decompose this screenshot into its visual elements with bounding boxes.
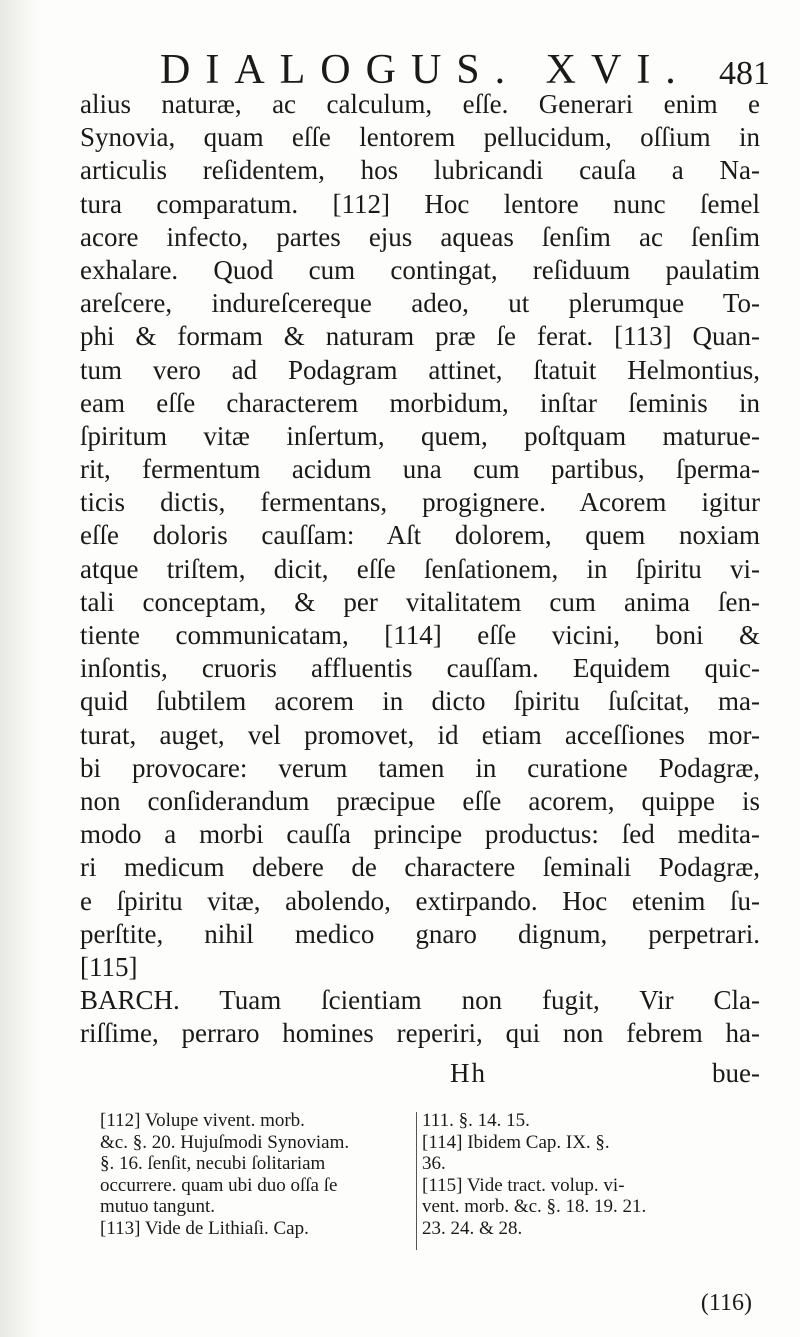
footnote-line: [112] Volupe vivent. morb. — [100, 1110, 305, 1131]
footnote-line: &c. §. 20. Hujuſmodi Synoviam. — [100, 1131, 350, 1153]
text-line: tiente communicatam, [114] eſſe vicini, boni & — [80, 620, 760, 650]
text-line: bi provocare: verum tamen in curatione Podagræ, — [80, 752, 760, 783]
text-line: Synovia, quam eſſe lentorem pellucidum, oſſium in — [80, 122, 760, 153]
footnote-line: mutuo tangunt. — [100, 1196, 216, 1217]
text-line: e ſpiritu vitæ, abolendo, extirpando. Hoc etenim ſu- — [80, 885, 760, 916]
catchword: bue- — [712, 1058, 760, 1088]
text-line: acore infecto, partes ejus aqueas ſenſim ac ſenſim — [80, 221, 760, 252]
signature-mark: Hh — [450, 1058, 487, 1088]
text-line: modo a morbi cauſſa principe productus: ſed medita- — [80, 819, 760, 850]
text-line: riſſime, perraro homines reperiri, qui non febrem ha- — [80, 1018, 760, 1049]
footnote-line: 23. 24. & 28. — [422, 1217, 523, 1239]
text-line: phi & formam & naturam præ ſe ferat. [113] Quan- — [80, 321, 760, 352]
text-line: inſontis, cruoris affluentis cauſſam. Equidem quic- — [80, 653, 760, 684]
text-line: quid ſubtilem acorem in dicto ſpiritu ſuſcitat, ma- — [80, 686, 760, 717]
footnote-line: vent. morb. &c. §. 18. 19. 21. — [422, 1196, 647, 1217]
text-line: eam eſſe characterem morbidum, inſtar ſeminis in — [80, 387, 760, 418]
running-title: DIALOGUS. XVI. — [160, 47, 691, 93]
footnotes — [100, 1110, 760, 1270]
footnote-line: [114] Ibidem Cap. IX. §. — [422, 1131, 610, 1153]
main-text — [80, 88, 760, 1050]
footnote-line: 36. — [422, 1153, 446, 1174]
text-line: ſpiritum vitæ inſertum, quem, poſtquam maturue- — [80, 420, 760, 451]
speaker-line: BARCH. Tuam ſcientiam non fugit, Vir Cla- — [80, 985, 760, 1016]
footnote-line: occurrere. quam ubi duo oſſa ſe — [100, 1174, 338, 1196]
text-line: [115] — [80, 951, 138, 982]
bottom-mark: (116) — [700, 1290, 752, 1316]
signature-row — [80, 1053, 760, 1093]
text-line: non conſiderandum præcipue eſſe acorem, quippe is — [80, 785, 760, 816]
text-line: tum vero ad Podagram attinet, ſtatuit Helmontius, — [80, 354, 760, 385]
text-line: rit, fermentum acidum una cum partibus, ſperma- — [80, 454, 760, 485]
footnotes-left-column — [100, 1110, 412, 1239]
footnote-line: §. 16. ſenſit, necubi ſolitariam — [100, 1153, 326, 1174]
text-line: tali conceptam, & per vitalitatem cum anima ſen- — [80, 586, 760, 617]
text-line: eſſe doloris cauſſam: Aſt dolorem, quem noxiam — [80, 520, 760, 551]
text-line: perſtite, nihil medico gnaro dignum, perpetrari. — [80, 918, 760, 949]
footnote-line: [113] Vide de Lithiaſi. Cap. — [100, 1217, 309, 1239]
text-line: turat, auget, vel promovet, id etiam acceſſiones mor- — [80, 719, 760, 750]
page-number: 481 — [719, 55, 770, 92]
footnotes-right-column — [422, 1110, 760, 1239]
footnote-line: 111. §. 14. 15. — [422, 1110, 530, 1131]
gutter-shadow — [0, 0, 40, 1337]
footnote-line: [115] Vide tract. volup. vi- — [422, 1174, 625, 1196]
text-line: ri medicum debere de charactere ſeminali Podagræ, — [80, 852, 760, 883]
text-line: areſcere, indureſcereque adeo, ut plerumque To- — [80, 288, 760, 319]
text-line: tura comparatum. [112] Hoc lentore nunc ſemel — [80, 188, 760, 219]
text-line: exhalare. Quod cum contingat, reſiduum paulatim — [80, 254, 760, 285]
footnote-divider — [416, 1112, 417, 1250]
text-line: articulis reſidentem, hos lubricandi cauſa a Na- — [80, 155, 760, 186]
text-line: atque triſtem, dicit, eſſe ſenſationem, in ſpiritu vi- — [80, 553, 760, 584]
text-line: ticis dictis, fermentans, progignere. Acorem igitur — [80, 487, 760, 518]
text-line: alius naturæ, ac calculum, eſſe. Generari enim e — [80, 89, 760, 119]
